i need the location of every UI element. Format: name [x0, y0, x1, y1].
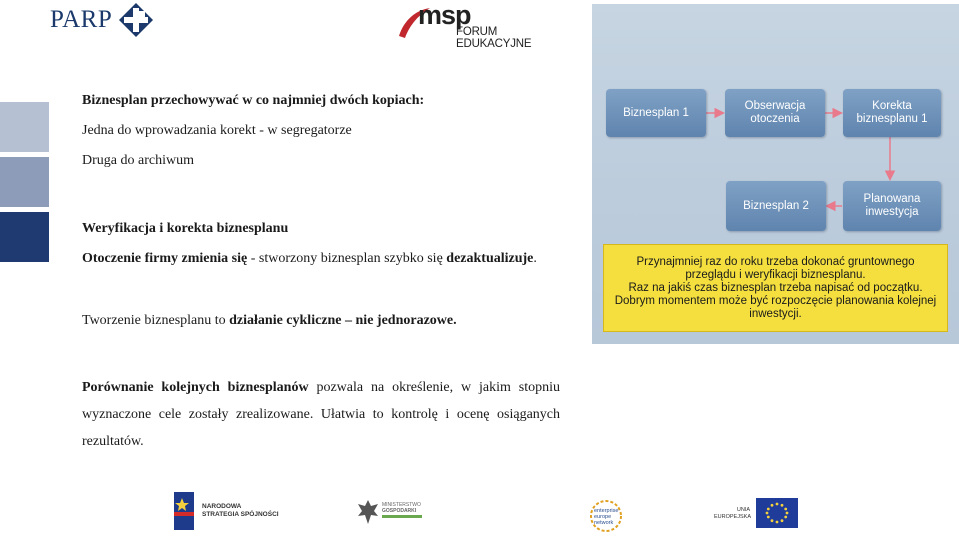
- een-line-1: enterprise: [594, 508, 619, 514]
- msp-forum-logo: [396, 0, 566, 50]
- note-line: Raz na jakiś czas biznesplan trzeba napisać od początku.: [628, 281, 923, 294]
- environment-rest: - stworzony biznesplan szybko się: [247, 251, 447, 266]
- eu-line-2: EUROPEJSKA: [714, 514, 751, 520]
- note-line: inwestycji.: [749, 307, 802, 320]
- nss-line-1: NARODOWA: [202, 503, 242, 510]
- node-planowana-inwestycja: Planowana inwestycja: [843, 181, 941, 231]
- ministry-logo: [356, 498, 426, 528]
- copy-one-text: Jedna do wprowadzania korekt - w segregatorze: [82, 123, 352, 138]
- parp-logo-text: PARP: [50, 6, 113, 33]
- deco-block-mid: [0, 157, 49, 207]
- deco-block-dark: [0, 212, 49, 262]
- node-obserwacja-otoczenia: Obserwacja otoczenia: [725, 89, 825, 137]
- storage-heading: Biznesplan przechowywać w co najmniej dwóch kopiach:: [82, 93, 425, 108]
- verify-heading: Weryfikacja i korekta biznesplanu: [82, 221, 289, 236]
- nss-line-2: STRATEGIA SPÓJNOŚCI: [202, 511, 279, 518]
- msp-logo-text: msp: [418, 0, 471, 30]
- environment-paragraph: [82, 250, 537, 267]
- note-line: Dobrym momentem może być rozpoczęcie planowania kolejnej: [614, 294, 937, 307]
- compare-rest: pozwala na określenie, w jakim stopniu wyznaczone cele zostały zrealizowane. Ułatwia to kontrolę i ocenę osiąganych rezultatów.: [82, 380, 560, 449]
- environment-bold: Otoczenie firmy zmienia się: [82, 251, 248, 266]
- eu-line-1: UNIA: [736, 507, 750, 513]
- parp-diamond-icon: [118, 2, 154, 38]
- note-line: przeglądu i weryfikacji biznesplanu.: [685, 268, 866, 281]
- eagle-emblem-icon: [356, 498, 380, 526]
- cycle-start: Tworzenie biznesplanu to: [82, 313, 230, 328]
- note-line: Przynajmniej raz do roku trzeba dokonać gruntownego: [636, 255, 915, 268]
- msp-logo-subtitle: FORUM EDUKACYJNE: [456, 26, 532, 50]
- cycle-bold: działanie cykliczne – nie jednorazowe.: [229, 313, 457, 328]
- deco-block-light: [0, 102, 49, 152]
- nss-flag-icon: [172, 490, 200, 534]
- node-korekta-biznesplanu: Korekta biznesplanu 1: [843, 89, 941, 137]
- ministry-stripe: [382, 515, 422, 518]
- diagram-note-box: [603, 244, 948, 332]
- environment-end: .: [533, 251, 537, 266]
- business-plan-cycle-diagram: [592, 4, 959, 344]
- compare-paragraph: [82, 374, 560, 455]
- copy-two-text: Druga do archiwum: [82, 153, 194, 168]
- ministry-line-1: MINISTERSTWO: [382, 502, 421, 508]
- eu-logo: [714, 498, 799, 528]
- een-line-2: europe: [594, 514, 612, 520]
- node-biznesplan-1: Biznesplan 1: [606, 89, 706, 137]
- environment-bold-2: dezaktualizuje: [446, 251, 534, 266]
- een-logo: [588, 498, 628, 534]
- eu-flag-icon: [756, 498, 798, 528]
- ministry-line-2: GOSPODARKI: [382, 508, 417, 514]
- nss-logo: [172, 490, 279, 534]
- cycle-paragraph: [82, 312, 457, 329]
- compare-bold: Porównanie kolejnych biznesplanów: [82, 380, 309, 395]
- node-biznesplan-2: Biznesplan 2: [726, 181, 826, 231]
- een-line-3: network: [594, 520, 614, 526]
- parp-logo: [50, 2, 154, 38]
